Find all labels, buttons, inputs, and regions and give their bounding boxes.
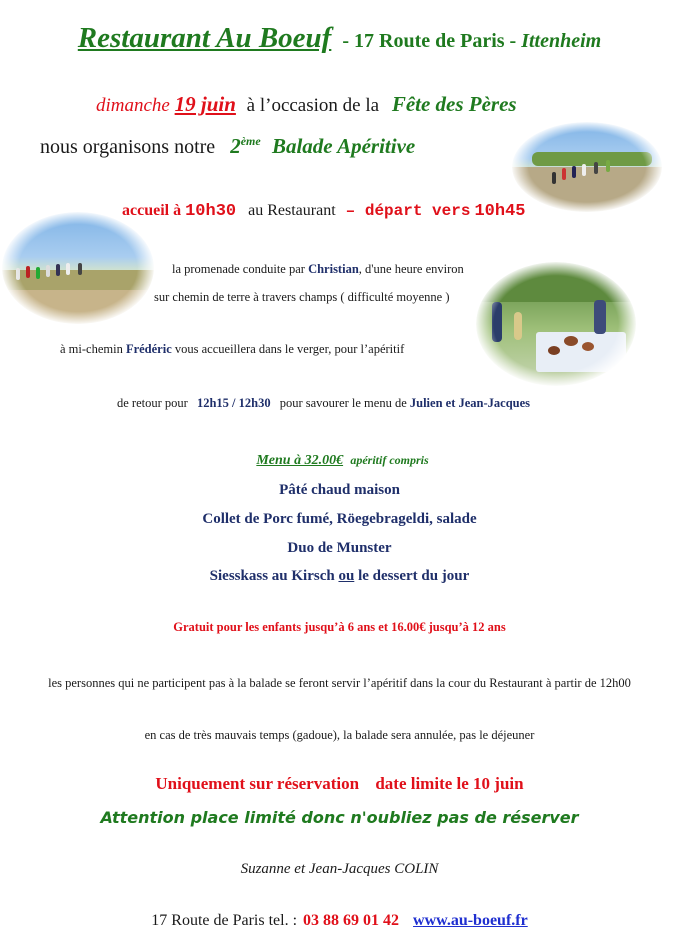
signature: Suzanne et Jean-Jacques COLIN — [240, 861, 439, 877]
halfway-label: à mi-chemin — [60, 342, 123, 356]
reservation-warning: Attention place limité donc n'oubliez pas de réserver — [100, 808, 579, 827]
footer-contact — [0, 912, 679, 930]
menu-note: apéritif compris — [350, 453, 429, 467]
intro-occasion: à l’occasion de la — [246, 95, 380, 116]
walk-line-2: sur chemin de terre à travers champs ( difficulté moyenne ) — [154, 290, 450, 304]
walk-photo-top-right — [512, 122, 662, 212]
menu-item: Collet de Porc fumé, Röegebrageldi, salade — [202, 511, 477, 527]
walk-intro: la promenade conduite par — [172, 262, 305, 276]
intro-ordinal: 2 — [230, 134, 241, 158]
intro-day: dimanche — [96, 95, 170, 116]
return-time: 12h15 / 12h30 — [196, 396, 271, 410]
note-weather: en cas de très mauvais temps (gadoue), la balade sera annulée, pas le déjeuner — [144, 728, 535, 742]
schedule-line — [122, 202, 525, 221]
menu-item: Pâté chaud maison — [279, 482, 400, 498]
intro-organise: nous organisons notre — [40, 136, 216, 158]
intro-balade-title — [230, 134, 415, 158]
intro-balade: Balade Apéritive — [271, 134, 416, 158]
website-link[interactable]: www.au-boeuf.fr — [413, 912, 528, 929]
walk-duration: , d'une heure environ — [358, 262, 464, 276]
footer-address: 17 Route de Paris tel. : — [151, 912, 298, 929]
header-address: - 17 Route de Paris - — [342, 30, 517, 52]
dessert-option-2: le dessert du jour — [358, 568, 470, 584]
menu-item: Duo de Munster — [287, 540, 392, 556]
reservation-line — [0, 774, 679, 794]
menu-title-line — [3, 452, 679, 469]
header-town: Ittenheim — [521, 30, 602, 52]
return-label: de retour pour — [117, 396, 188, 410]
accueil-time: 10h30 — [185, 202, 237, 221]
chef-names: Julien et Jean-Jacques — [409, 396, 531, 410]
au-restaurant: au Restaurant — [248, 202, 336, 219]
accueil-label: accueil à — [122, 202, 182, 219]
menu-title: Menu à 32.00€ — [256, 453, 344, 468]
host-name: Frédéric — [125, 342, 172, 356]
restaurant-name: Restaurant Au Boeuf — [77, 22, 332, 54]
walk-photo-left — [2, 212, 154, 324]
reservation-only: Uniquement sur réservation — [155, 774, 360, 793]
halfway-text: vous accueillera dans le verger, pour l’apéritif — [174, 342, 405, 356]
intro-event: Fête des Pères — [391, 92, 517, 116]
orchard-photo — [476, 262, 636, 386]
dessert-option-1: Siesskass au Kirsch — [209, 568, 335, 584]
footer-phone: 03 88 69 01 42 — [303, 912, 400, 929]
intro-date-line — [96, 92, 517, 117]
header — [0, 22, 679, 55]
note-non-walkers: les personnes qui ne participent pas à la balade se feront servir l’apéritif dans la cour du Restaurant à partir de 12h00 — [48, 676, 631, 690]
intro-ordinal-sup: ème — [240, 134, 261, 148]
dessert-or: ou — [338, 568, 355, 584]
walk-line-4 — [117, 396, 530, 411]
guide-name: Christian — [308, 262, 359, 276]
reservation-deadline: date limite le 10 juin — [375, 774, 524, 793]
walk-line-1 — [172, 262, 464, 277]
return-mid: pour savourer le menu de — [279, 396, 407, 410]
walk-line-3 — [60, 342, 404, 357]
menu-dessert — [0, 568, 679, 585]
depart-time: 10h45 — [474, 202, 526, 221]
children-price: Gratuit pour les enfants jusqu’à 6 ans et 16.00€ jusqu’à 12 ans — [173, 620, 506, 634]
depart-label: – départ vers — [345, 202, 471, 220]
intro-balade-line — [40, 134, 415, 159]
intro-date: 19 juin — [174, 92, 236, 116]
